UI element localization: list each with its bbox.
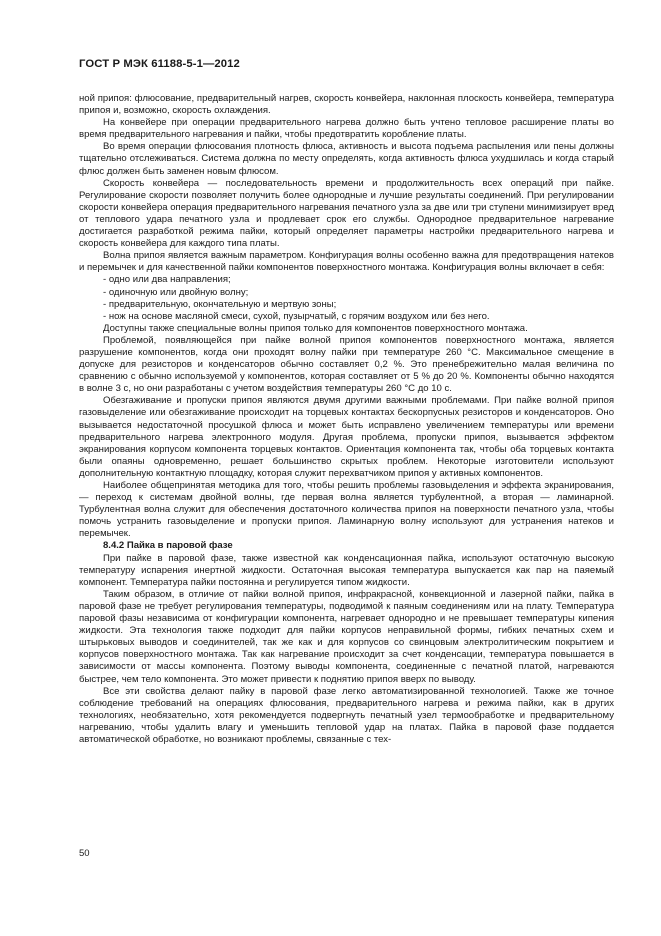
paragraph: Обезгаживание и пропуски припоя являются двумя другими важными проблемами. При пайке волной припоя газовыделение или обезгаживание происходит на торцевых контактах бескорпусных резисторов и конденсаторов. Оно вызывается недостаточной просушкой флюса и может быть исправлено увеличением температуры или времени предварительного нагрева электронного модуля. Другая проблема, пропуски припоя, вызывается эффектом экранирования корпусом компонента торцевых контактов. Ориентация компонента так, чтобы оба торцевых контакта были опаяны одновременно, решает большинство скрытых проблем. Некоторые изготовители используют дополнительную контактную площадку, которая служит перехватчиком припоя у активных компонентов.: [79, 395, 614, 479]
paragraph: На конвейере при операции предварительного нагрева должно быть учтено тепловое расширение платы во время предварительного нагревания и пайки, чтобы предотвратить коробление платы.: [79, 117, 614, 141]
paragraph: Доступны также специальные волны припоя только для компонентов поверхностного монтажа.: [103, 322, 528, 334]
body-text: [79, 93, 614, 746]
paragraph: Наиболее общепринятая методика для того, чтобы решить проблемы газовыделения и эффекта экранирования, — переход к системам двойной волны, где первая волна является турбулентной, а вторая — ламинарной. Турбулентная волна служит для обеспечения достаточного количества припоя на поверхности печатного узла, чтобы помочь устранить газовыделение и пропуски припоя. Ламинарную волну используют для устранения натеков и перемычек.: [79, 480, 614, 540]
paragraph: При пайке в паровой фазе, также известной как конденсационная пайка, используют остаточную высокую температуру испарения инертной жидкости. Остаточная высокая температура выпускается как пар на паяемый компонент. Температура пайки постоянна и регулируется типом жидкости.: [79, 552, 614, 588]
list-item: - предварительную, окончательную и мертвую зоны;: [103, 298, 337, 310]
paragraph: Волна припоя является важным параметром. Конфигурация волны особенно важна для предотвращения натеков и перемычек и для качественной пайки компонентов поверхностного монтажа. Конфигурация волны включает в себя:: [79, 250, 614, 274]
paragraph: ной припоя: флюсование, предварительный нагрев, скорость конвейера, наклонная плоскость конвейера, температура припоя и, возможно, скорость охлаждения.: [79, 93, 614, 117]
standard-header: ГОСТ Р МЭК 61188-5-1—2012: [79, 58, 240, 70]
list-item: - одно или два направления;: [103, 274, 231, 286]
page-number: 50: [79, 848, 90, 859]
section-heading: 8.4.2 Пайка в паровой фазе: [103, 540, 233, 552]
paragraph: Таким образом, в отличие от пайки волной припоя, инфракрасной, конвекционной и лазерной пайки, пайка в паровой фазе не требует регулирования температуры, подводимой к паяным соединениям или на плату. Температура паровой фазы независима от конфигурации компонента, нагревает однородно и не превышает температуры кипения жидкости. Эта технология также подходит для пайки корпусов неправильной формы, гибких печатных схем и штырьковых выводов и соединителей, так же как и для корпусов со свинцовым электролитическим покрытием и корпусов поверхностного монтажа. Так как нагревание происходит за счет конденсации, температура повышается в зависимости от массы компонента. Поэтому выводы компонента, соединенные с печатной платой, нагреваются быстрее, чем тело компонента. Это может привести к поднятию припоя вверх по выводу.: [79, 588, 614, 685]
list-item: - одиночную или двойную волну;: [103, 286, 249, 298]
paragraph: Во время операции флюсования плотность флюса, активность и высота подъема распыления или пены должны тщательно отслеживаться. Система должна по месту определять, когда активность флюса ухудшилась и когда старый флюс должен быть заменен новым флюсом.: [79, 141, 614, 177]
list-item: - нож на основе масляной смеси, сухой, пузырчатый, с горячим воздухом или без него.: [103, 310, 490, 322]
paragraph: Проблемой, появляющейся при пайке волной припоя компонентов поверхностного монтажа, является разрушение компонентов, когда они проходят волну пайки при температуре 260 °С. Максимальное смещение в допуске для резисторов и конденсаторов обычно составляет 0,2 %. Это пренебрежительно малая величина по сравнению с обычно используемой у компонентов, которая составляет от 5 % до 20 %. Компоненты обычно находятся в волне 3 с, но они разработаны с учетом воздействия температуры 260 °С до 10 с.: [79, 334, 614, 395]
paragraph: Скорость конвейера — последовательность времени и продолжительность всех операций при пайке. Регулирование скорости позволяет получить более однородные и лучшие результаты соединений. При регулировании скорости конвейера операция предварительного нагревания печатного узла за две или три ступени минимизирует вред от теплового удара печатного узла и продлевает срок его службы. Однородное предварительное нагревание достигается разработкой режима пайки, который определяет параметры настройки предварительного нагрева и скорость конвейера для каждого типа платы.: [79, 177, 614, 250]
paragraph: Все эти свойства делают пайку в паровой фазе легко автоматизированной технологией. Также же точное соблюдение требований на операциях флюсования, предварительного нагрева и режима пайки, как в других технологиях, необязательно, хотя рекомендуется подвергнуть печатный узел термообработке и предварительному нагреванию, чтобы удалить влагу и уменьшить тепловой удар на платах. Пайка в паровой фазе поддается автоматической обработке, но возникают проблемы, связанные с тех-: [79, 685, 614, 745]
